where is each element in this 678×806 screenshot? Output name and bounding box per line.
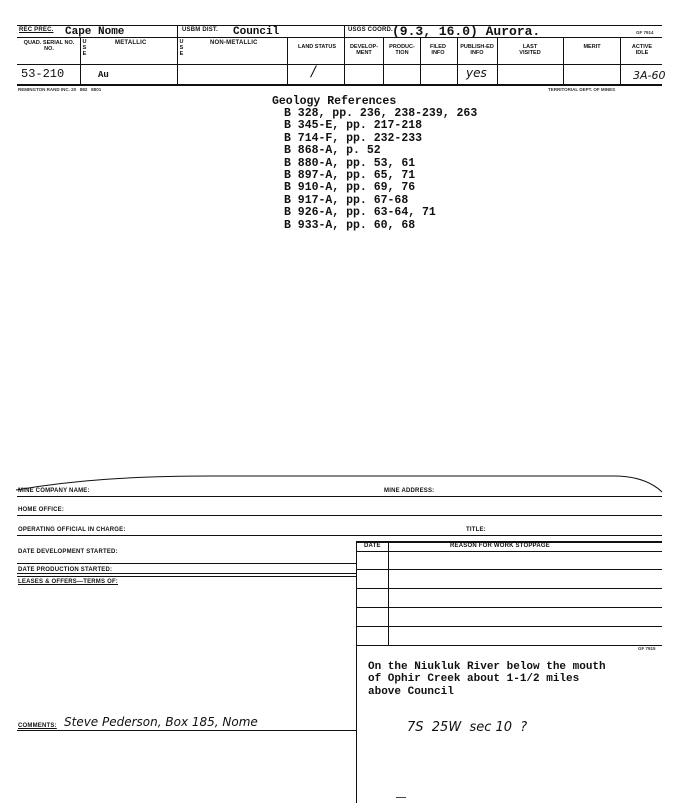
land-status-value: /: [311, 64, 316, 80]
quad-serial-value: 53-210: [21, 67, 65, 81]
active-idle-value: 3A-60: [633, 69, 666, 82]
rec-prec-value: Cape Nome: [65, 26, 125, 38]
reference-item: B 880-A, pp. 53, 61: [284, 156, 416, 170]
col-active-idle: ACTIVE IDLE: [631, 44, 653, 56]
col-nonmetallic-use: U S E: [179, 39, 184, 57]
col-merit: MERIT: [583, 44, 601, 50]
col-development: DEVELOP-MENT: [349, 44, 379, 56]
rec-prec-label: REC PREC.: [19, 27, 54, 33]
date-prod-started-label: DATE PRODUCTION STARTED:: [18, 567, 113, 573]
home-office-label: HOME OFFICE:: [18, 507, 65, 513]
col-quad-serial: QUAD. SERIAL NO. NO.: [23, 40, 75, 52]
reference-item: B 868-A, p. 52: [284, 144, 381, 158]
form-code-top: GF 7914: [636, 30, 654, 35]
form-code-bottom: GF 7915: [638, 646, 656, 651]
fold-curve: [14, 474, 664, 494]
usgs-coord-value: (9.3, 16.0) Aurora.: [392, 24, 541, 39]
usbm-dist-value: Council: [233, 26, 280, 38]
location-line: On the Niukluk River below the mouth: [368, 661, 606, 673]
col-metallic: METALLIC: [115, 40, 147, 46]
reference-item: B 910-A, pp. 69, 76: [284, 181, 416, 195]
comments-value: Steve Pederson, Box 185, Nome: [64, 715, 258, 729]
references-list: [284, 108, 477, 232]
handwritten-location: 7S 25W sec 10 ?: [407, 720, 528, 735]
location-line: of Ophir Creek about 1-1/2 miles: [368, 673, 580, 686]
col-land-status: LAND STATUS: [298, 44, 336, 50]
date-col-header: DATE: [364, 543, 381, 549]
date-dev-started-label: DATE DEVELOPMENT STARTED:: [18, 549, 118, 555]
reference-item: B 714-F, pp. 232-233: [284, 131, 423, 145]
col-metallic-use: U S E: [82, 39, 87, 57]
col-published-info: PUBLISH-ED INFO: [460, 44, 494, 56]
operating-official-label: OPERATING OFFICIAL IN CHARGE:: [18, 527, 126, 533]
printer-imprint: REMINGTON RAND INC. 20 882 8801: [18, 87, 102, 92]
location-line: above Council: [368, 685, 454, 698]
published-info-value: yes: [466, 66, 487, 80]
mine-company-name-label: MINE COMPANY NAME:: [18, 488, 90, 494]
reference-item: B 917-A, pp. 67-68: [284, 193, 409, 207]
dept-imprint: TERRITORIAL DEPT. OF MINES: [548, 87, 616, 92]
references-title: Geology References: [272, 95, 397, 108]
usbm-dist-label: USBM DIST.: [182, 27, 219, 33]
mine-address-label: MINE ADDRESS:: [384, 488, 435, 494]
col-filed-info: FILED INFO: [430, 44, 446, 56]
title-label: TITLE:: [466, 527, 486, 533]
reason-col-header: REASON FOR WORK STOPPAGE: [450, 543, 550, 549]
reference-item: B 933-A, pp. 60, 68: [284, 218, 416, 232]
leases-label: LEASES & OFFERS—TERMS OF:: [18, 579, 119, 585]
reference-item: B 345-E, pp. 217-218: [284, 119, 423, 133]
stray-mark: [396, 797, 406, 798]
comments-label: COMMENTS:: [18, 723, 57, 729]
reference-item: B 328, pp. 236, 238-239, 263: [284, 107, 478, 120]
reference-item: B 897-A, pp. 65, 71: [284, 169, 416, 183]
col-nonmetallic: NON-METALLIC: [210, 40, 258, 46]
reference-item: B 926-A, pp. 63-64, 71: [284, 206, 436, 220]
usgs-coord-label: USGS COORD.: [348, 27, 393, 33]
metallic-value: Au: [98, 70, 109, 80]
location-description: [368, 661, 606, 698]
col-production: PRODUC-TION: [389, 44, 415, 56]
col-last-visited: LAST VISITED: [519, 44, 541, 56]
